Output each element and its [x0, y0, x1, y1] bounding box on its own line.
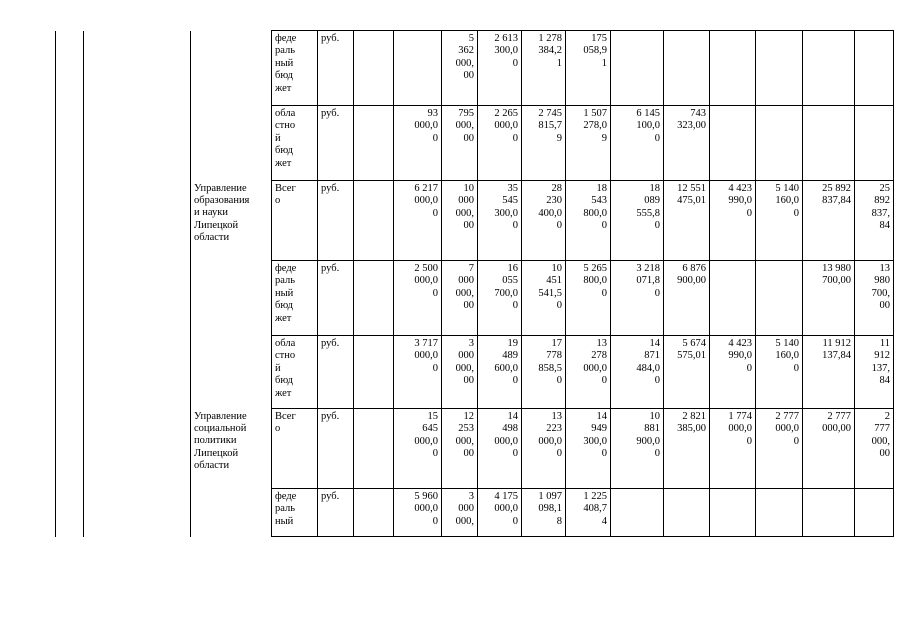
value-cell: [354, 409, 394, 489]
value-cell: [354, 106, 394, 181]
value-cell: [756, 31, 803, 106]
unit-cell: руб.: [318, 106, 354, 181]
value-cell: [710, 31, 756, 106]
value-cell: 13 278 000,0 0: [566, 336, 611, 409]
value-cell: 13 223 000,0 0: [522, 409, 566, 489]
value-cell: 1 774 000,0 0: [710, 409, 756, 489]
unit-cell: руб.: [318, 336, 354, 409]
value-cell: 28 230 400,0 0: [522, 181, 566, 261]
value-cell: 16 055 700,0 0: [478, 261, 522, 336]
value-cell: [710, 489, 756, 537]
unit-cell: руб.: [318, 261, 354, 336]
value-cell: 175 058,9 1: [566, 31, 611, 106]
value-cell: [710, 106, 756, 181]
organization-cell: Управление образования и науки Липецкой области: [191, 181, 272, 261]
funding-source-cell: феде раль ный: [272, 489, 318, 537]
value-cell: [803, 106, 855, 181]
value-cell: 18 543 800,0 0: [566, 181, 611, 261]
value-cell: 5 265 800,0 0: [566, 261, 611, 336]
value-cell: 25 892 837,84: [803, 181, 855, 261]
value-cell: 2 500 000,0 0: [394, 261, 442, 336]
value-cell: [664, 489, 710, 537]
value-cell: [611, 489, 664, 537]
blank-col-2: [84, 31, 191, 537]
value-cell: [855, 106, 894, 181]
unit-cell: руб.: [318, 31, 354, 106]
value-cell: 13 980 700,00: [803, 261, 855, 336]
unit-cell: руб.: [318, 181, 354, 261]
value-cell: 12 551 475,01: [664, 181, 710, 261]
value-cell: 14 498 000,0 0: [478, 409, 522, 489]
organization-cell: [191, 261, 272, 336]
budget-table: [55, 30, 894, 537]
funding-source-cell: Всег о: [272, 181, 318, 261]
value-cell: 3 000 000,: [442, 489, 478, 537]
value-cell: 10 881 900,0 0: [611, 409, 664, 489]
value-cell: 2 777 000,0 0: [756, 409, 803, 489]
value-cell: 5 674 575,01: [664, 336, 710, 409]
unit-cell: руб.: [318, 489, 354, 537]
value-cell: [354, 336, 394, 409]
value-cell: [394, 31, 442, 106]
organization-cell: [191, 106, 272, 181]
value-cell: 5 960 000,0 0: [394, 489, 442, 537]
organization-cell: [191, 489, 272, 537]
value-cell: [354, 181, 394, 261]
value-cell: 14 871 484,0 0: [611, 336, 664, 409]
value-cell: [710, 261, 756, 336]
value-cell: 5 140 160,0 0: [756, 181, 803, 261]
funding-source-cell: обла стно й бюд жет: [272, 106, 318, 181]
value-cell: 2 265 000,0 0: [478, 106, 522, 181]
value-cell: [756, 106, 803, 181]
value-cell: 93 000,0 0: [394, 106, 442, 181]
value-cell: [756, 261, 803, 336]
value-cell: 3 218 071,8 0: [611, 261, 664, 336]
value-cell: 795 000, 00: [442, 106, 478, 181]
value-cell: 2 613 300,0 0: [478, 31, 522, 106]
value-cell: 19 489 600,0 0: [478, 336, 522, 409]
organization-cell: [191, 336, 272, 409]
value-cell: [803, 489, 855, 537]
value-cell: 2 821 385,00: [664, 409, 710, 489]
blank-col-1: [56, 31, 84, 537]
value-cell: 2 745 815,7 9: [522, 106, 566, 181]
funding-source-cell: обла стно й бюд жет: [272, 336, 318, 409]
value-cell: 3 717 000,0 0: [394, 336, 442, 409]
value-cell: [803, 31, 855, 106]
value-cell: 1 278 384,2 1: [522, 31, 566, 106]
value-cell: 743 323,00: [664, 106, 710, 181]
value-cell: 1 097 098,1 8: [522, 489, 566, 537]
value-cell: 5 362 000, 00: [442, 31, 478, 106]
value-cell: 15 645 000,0 0: [394, 409, 442, 489]
value-cell: 6 876 900,00: [664, 261, 710, 336]
value-cell: 4 175 000,0 0: [478, 489, 522, 537]
unit-cell: руб.: [318, 409, 354, 489]
value-cell: [354, 31, 394, 106]
value-cell: 5 140 160,0 0: [756, 336, 803, 409]
value-cell: [756, 489, 803, 537]
value-cell: 7 000 000, 00: [442, 261, 478, 336]
value-cell: 13 980 700, 00: [855, 261, 894, 336]
value-cell: [855, 31, 894, 106]
value-cell: [611, 31, 664, 106]
value-cell: 10 000 000, 00: [442, 181, 478, 261]
funding-source-cell: Всег о: [272, 409, 318, 489]
value-cell: 2 777 000, 00: [855, 409, 894, 489]
value-cell: 25 892 837, 84: [855, 181, 894, 261]
funding-source-cell: феде раль ный бюд жет: [272, 31, 318, 106]
value-cell: 1 225 408,7 4: [566, 489, 611, 537]
table-row: [56, 31, 894, 106]
value-cell: 4 423 990,0 0: [710, 181, 756, 261]
value-cell: 6 145 100,0 0: [611, 106, 664, 181]
value-cell: 4 423 990,0 0: [710, 336, 756, 409]
value-cell: 35 545 300,0 0: [478, 181, 522, 261]
funding-source-cell: феде раль ный бюд жет: [272, 261, 318, 336]
value-cell: [664, 31, 710, 106]
value-cell: 3 000 000, 00: [442, 336, 478, 409]
value-cell: 10 451 541,5 0: [522, 261, 566, 336]
value-cell: [855, 489, 894, 537]
value-cell: 11 912 137, 84: [855, 336, 894, 409]
value-cell: 2 777 000,00: [803, 409, 855, 489]
organization-cell: Управление социальной политики Липецкой области: [191, 409, 272, 489]
value-cell: 12 253 000, 00: [442, 409, 478, 489]
value-cell: 14 949 300,0 0: [566, 409, 611, 489]
value-cell: [354, 489, 394, 537]
value-cell: 6 217 000,0 0: [394, 181, 442, 261]
value-cell: [354, 261, 394, 336]
value-cell: 18 089 555,8 0: [611, 181, 664, 261]
value-cell: 11 912 137,84: [803, 336, 855, 409]
organization-cell: [191, 31, 272, 106]
value-cell: 1 507 278,0 9: [566, 106, 611, 181]
value-cell: 17 778 858,5 0: [522, 336, 566, 409]
